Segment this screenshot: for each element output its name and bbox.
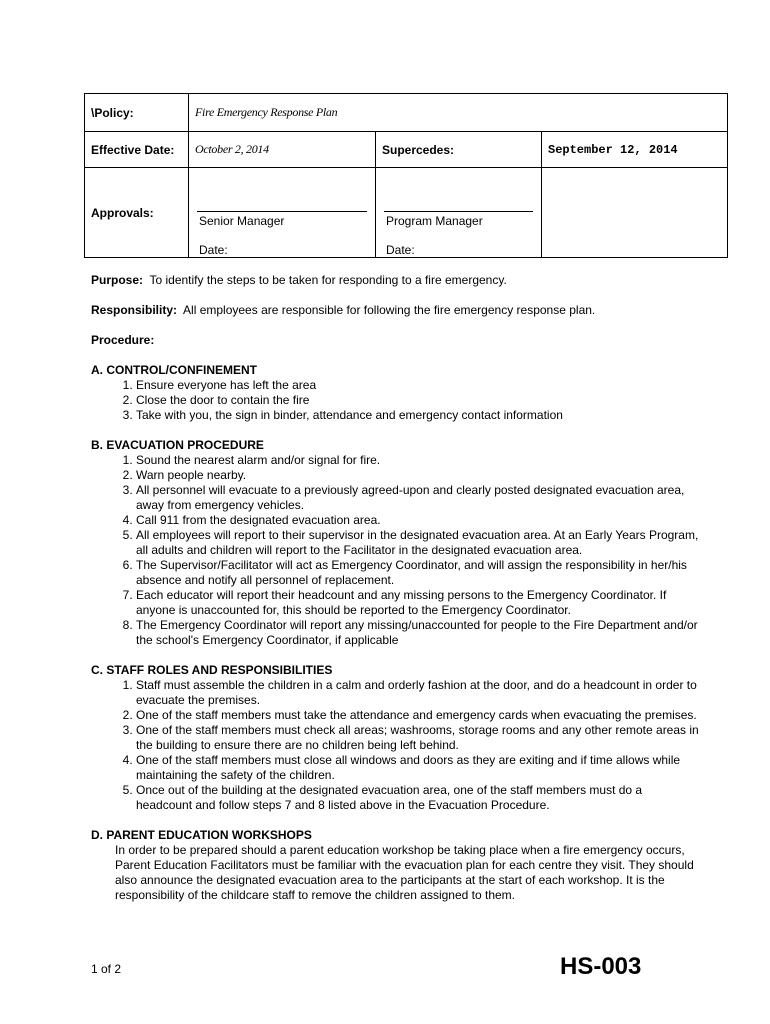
approvals-label: Approvals: (85, 168, 189, 258)
section-text: In order to be prepared should a parent education workshop be taking place when a fire emergency occurs, Parent Education Facilitators must be familiar with the evacuation plan for each centre they visit. They should also announce the designated evacuation area to the participants at the start of each workshop. It is the responsibility of the childcare staff to remove the children assigned to them. (115, 843, 694, 902)
purpose-label: Purpose: (91, 273, 144, 287)
responsibility-paragraph (91, 303, 701, 318)
list-item: 3. One of the staff members must check all areas; washrooms, storage rooms and any other remote areas in the building to ensure there are no children being left behind. (136, 723, 701, 753)
section-control-confinement (91, 363, 701, 423)
policy-row (85, 94, 728, 132)
list-item: 8. The Emergency Coordinator will report any missing/unaccounted for people to the Fire Department and/or the school's Emergency Coordinator, if applicable (136, 618, 701, 648)
list-item: 7. Each educator will report their headcount and any missing persons to the Emergency Coordinator. If anyone is unaccounted for, this should be reported to the Emergency Coordinator. (136, 588, 701, 618)
approval-date-label: Date: (386, 243, 415, 257)
approver-title: Program Manager (386, 214, 483, 228)
approval-program-manager (376, 168, 542, 258)
section-title: B. EVACUATION PROCEDURE (91, 438, 264, 452)
purpose-paragraph (91, 273, 701, 288)
policy-label: \Policy: (85, 94, 189, 132)
list-item: 6. The Supervisor/Facilitator will act as Emergency Coordinator, and will assign the responsibility in her/his absence and notify all personnel of replacement. (136, 558, 701, 588)
list-item: 2. One of the staff members must take the attendance and emergency cards when evacuating the premises. (136, 708, 701, 723)
approval-senior-manager (189, 168, 376, 258)
policy-header-table (84, 93, 728, 258)
section-title: D. PARENT EDUCATION WORKSHOPS (91, 828, 312, 842)
list-item: 3. Take with you, the sign in binder, attendance and emergency contact information (136, 408, 701, 423)
approval-date-label: Date: (199, 243, 228, 257)
list-item: 5. All employees will report to their supervisor in the designated evacuation area. At an Early Years Program, all adults and children will report to the Facilitator in the designated evacuation area. (136, 528, 701, 558)
section-list (91, 678, 701, 813)
responsibility-label: Responsibility: (91, 303, 178, 317)
list-item: 4. One of the staff members must close all windows and doors as they are exiting and if time allows while maintaining the safety of the children. (136, 753, 701, 783)
list-item: 1. Ensure everyone has left the area (136, 378, 701, 393)
procedure-label: Procedure: (91, 333, 155, 347)
policy-title: Fire Emergency Response Plan (189, 94, 728, 132)
list-item: 5. Once out of the building at the designated evacuation area, one of the staff members must do a headcount and follow steps 7 and 8 listed above in the Evacuation Procedure. (136, 783, 701, 813)
section-parent-workshops (91, 828, 701, 903)
page-number: 1 of 2 (91, 962, 122, 976)
approval-empty-cell (542, 168, 728, 258)
list-item: 3. All personnel will evacuate to a previously agreed-upon and clearly posted designated evacuation area, away from emergency vehicles. (136, 483, 701, 513)
responsibility-text: All employees are responsible for following the fire emergency response plan. (183, 303, 596, 317)
section-title: C. STAFF ROLES AND RESPONSIBILITIES (91, 663, 333, 677)
signature-line (384, 211, 533, 212)
effective-date-label: Effective Date: (85, 132, 189, 168)
purpose-text: To identify the steps to be taken for responding to a fire emergency. (149, 273, 507, 287)
list-item: 2. Close the door to contain the fire (136, 393, 701, 408)
section-title: A. CONTROL/CONFINEMENT (91, 363, 257, 377)
document-code: HS-003 (560, 953, 642, 980)
section-list (91, 453, 701, 648)
supercedes-date-value: September 12, 2014 (542, 132, 728, 168)
list-item: 1. Staff must assemble the children in a calm and orderly fashion at the door, and do a headcount in order to evacuate the premises. (136, 678, 701, 708)
effective-date-value: October 2, 2014 (189, 132, 376, 168)
section-list (91, 378, 701, 423)
effective-row (85, 132, 728, 168)
section-evacuation-procedure (91, 438, 701, 648)
list-item: 1. Sound the nearest alarm and/or signal for fire. (136, 453, 701, 468)
signature-line (197, 211, 367, 212)
list-item: 2. Warn people nearby. (136, 468, 701, 483)
section-staff-roles (91, 663, 701, 813)
list-item: 4. Call 911 from the designated evacuation area. (136, 513, 701, 528)
supercedes-label: Supercedes: (376, 132, 542, 168)
approver-title: Senior Manager (199, 214, 285, 228)
approvals-row (85, 168, 728, 258)
policy-body (91, 273, 701, 903)
